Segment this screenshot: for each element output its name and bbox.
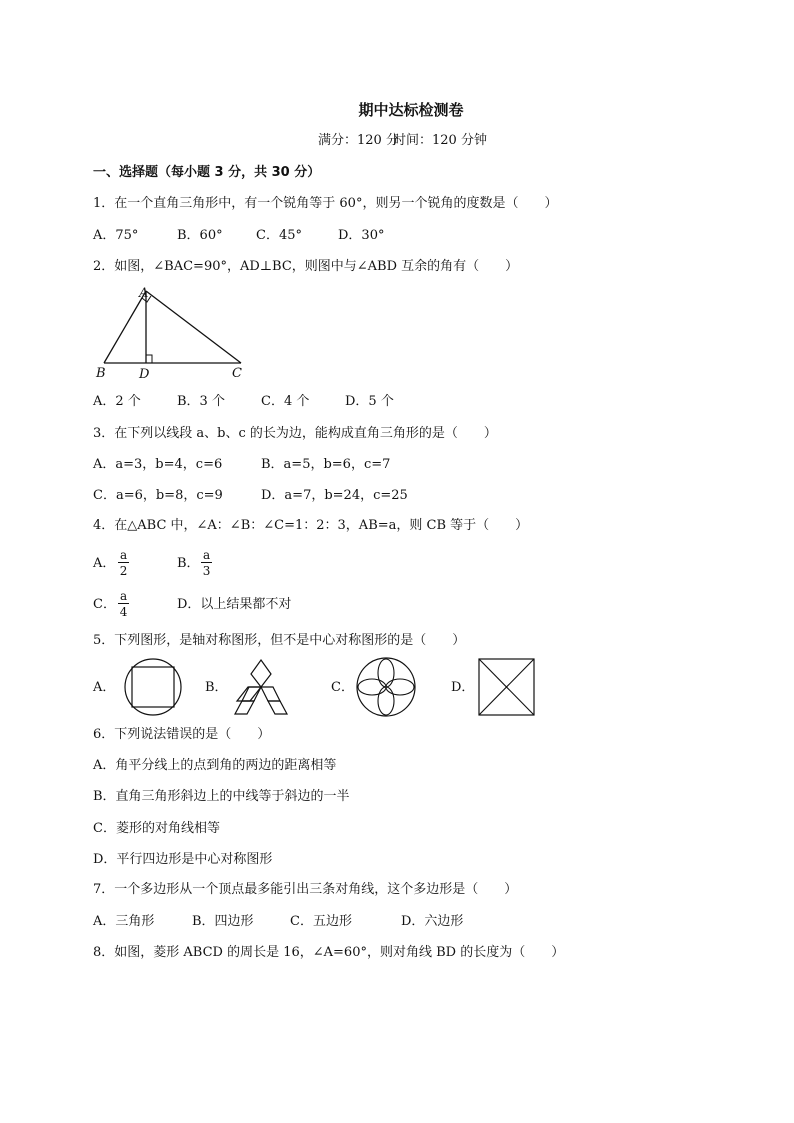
- label-d: D: [139, 367, 150, 382]
- q7-option-c: C．五边形: [290, 914, 352, 929]
- full-score: 满分：120 分: [318, 133, 399, 148]
- question-7: 7．一个多边形从一个顶点最多能引出三条对角线，这个多边形是（ ）: [93, 882, 518, 897]
- q4-b-denominator: 3: [202, 564, 211, 578]
- question-1: 1．在一个直角三角形中，有一个锐角等于 60°，则另一个锐角的度数是（ ）: [93, 196, 558, 211]
- label-a: A: [139, 286, 149, 301]
- q5-option-c: C．: [331, 680, 354, 695]
- q4-option-c-fraction: [118, 590, 129, 618]
- q4-option-a-prefix: A．: [93, 556, 116, 571]
- q7-option-d: D．六边形: [401, 914, 464, 929]
- section-heading: 一、选择题（每小题 3 分，共 30 分）: [93, 165, 321, 180]
- question-4: 4．在△ABC 中，∠A：∠B：∠C=1：2：3，AB=a，则 CB 等于（ ）: [93, 518, 529, 533]
- q1-option-d: D．30°: [338, 228, 385, 243]
- label-b: B: [96, 366, 106, 381]
- question-2: 2．如图，∠BAC=90°，AD⊥BC，则图中与∠ABD 互余的角有（ ）: [93, 259, 519, 274]
- label-c: C: [232, 366, 242, 381]
- q5-option-b: B．: [205, 680, 228, 695]
- q4-b-numerator: a: [203, 548, 211, 562]
- q3-option-d: D．a=7，b=24，c=25: [261, 488, 408, 503]
- exam-time: 时间：120 分钟: [393, 133, 487, 148]
- q1-option-b: B．60°: [177, 228, 223, 243]
- q6-option-b: B．直角三角形斜边上的中线等于斜边的一半: [93, 789, 350, 804]
- three-rhombus-figure: [230, 658, 292, 716]
- q4-a-denominator: 2: [119, 564, 128, 578]
- q2-option-a: A．2 个: [93, 394, 141, 409]
- q7-option-b: B．四边形: [192, 914, 254, 929]
- q4-option-c-prefix: C．: [93, 597, 116, 612]
- triangle-figure: [95, 288, 245, 380]
- q3-option-a: A．a=3，b=4，c=6: [93, 457, 223, 472]
- q6-option-a: A．角平分线上的点到角的两边的距离相等: [93, 758, 337, 773]
- q3-option-b: B．a=5，b=6，c=7: [261, 457, 391, 472]
- question-3: 3．在下列以线段 a、b、c 的长为边，能构成直角三角形的是（ ）: [93, 426, 497, 441]
- circle-petals-figure: [355, 656, 421, 720]
- q4-c-numerator: a: [120, 589, 128, 603]
- q2-option-b: B．3 个: [177, 394, 225, 409]
- q4-a-numerator: a: [120, 548, 128, 562]
- q1-option-a: A．75°: [93, 228, 139, 243]
- q4-c-denominator: 4: [119, 605, 128, 619]
- question-5: 5．下列图形，是轴对称图形，但不是中心对称图形的是（ ）: [93, 633, 466, 648]
- q5-option-d: D．: [451, 680, 475, 695]
- page-title: 期中达标检测卷: [358, 101, 464, 119]
- question-6: 6．下列说法错误的是（ ）: [93, 727, 271, 742]
- q4-option-d: D．以上结果都不对: [177, 597, 292, 612]
- q6-option-d: D．平行四边形是中心对称图形: [93, 852, 273, 867]
- circle-square-figure: [118, 658, 188, 716]
- q5-option-a: A．: [93, 680, 116, 695]
- q2-option-d: D．5 个: [345, 394, 394, 409]
- q7-option-a: A．三角形: [93, 914, 155, 929]
- q1-option-c: C．45°: [256, 228, 302, 243]
- question-8: 8．如图，菱形 ABCD 的周长是 16，∠A=60°，则对角线 BD 的长度为（ ）: [93, 945, 565, 960]
- q3-option-c: C．a=6，b=8，c=9: [93, 488, 223, 503]
- q4-option-b-prefix: B．: [177, 556, 200, 571]
- q4-option-b-fraction: [201, 549, 212, 577]
- q6-option-c: C．菱形的对角线相等: [93, 821, 220, 836]
- q2-option-c: C．4 个: [261, 394, 310, 409]
- q4-option-a-fraction: [118, 549, 129, 577]
- square-diagonals-figure: [478, 658, 536, 716]
